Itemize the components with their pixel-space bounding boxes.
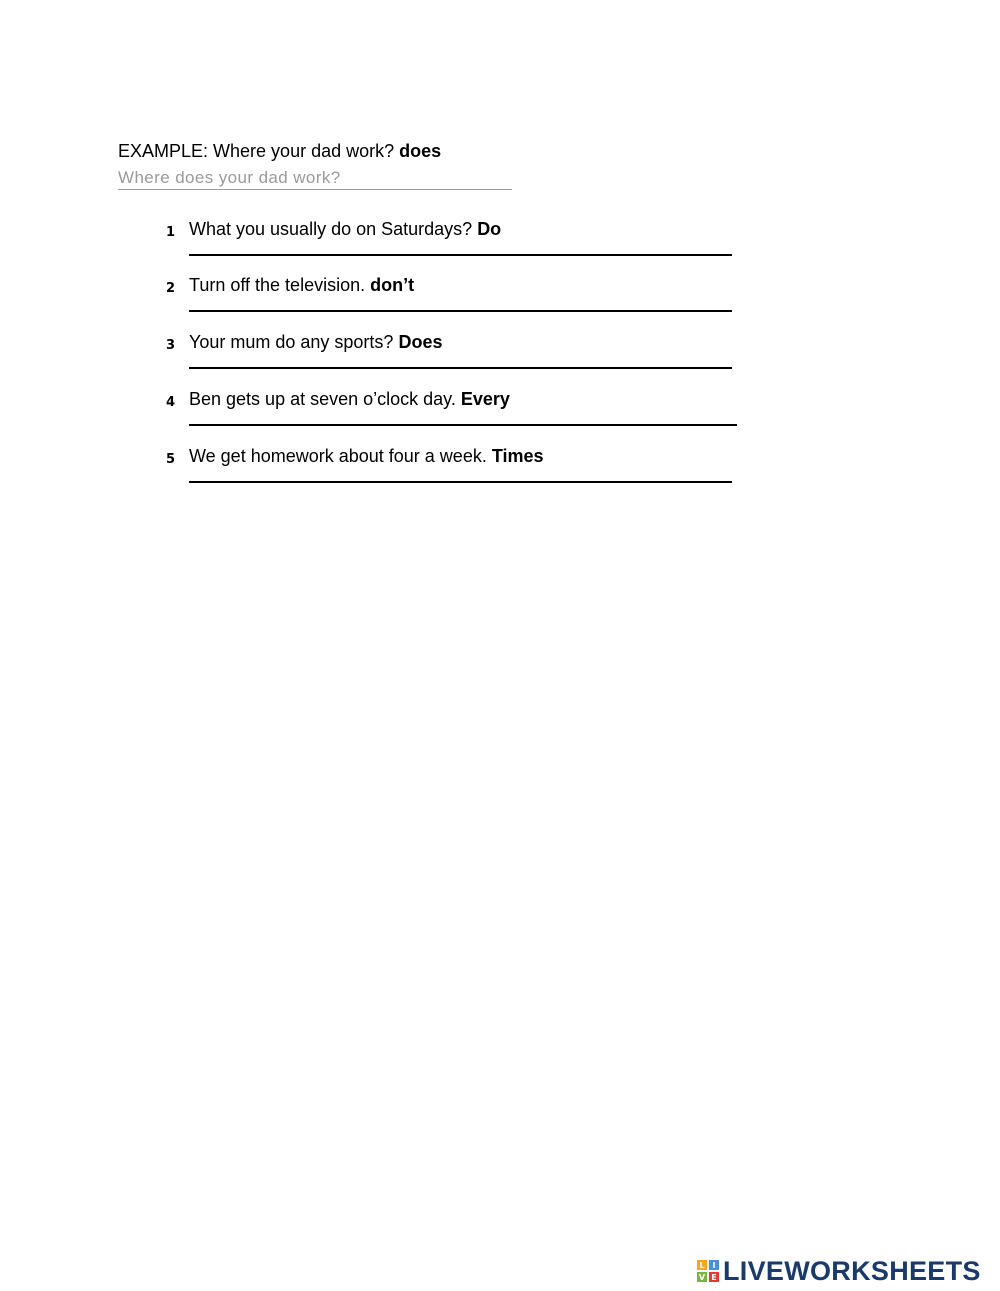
- item-keyword: Times: [491, 446, 544, 466]
- item-keyword: Do: [477, 219, 502, 239]
- exercise-item-2: [0, 275, 1000, 331]
- exercise-item-1: [0, 219, 1000, 275]
- answer-field[interactable]: [189, 424, 737, 426]
- item-number: 3: [166, 338, 176, 353]
- item-number: 4: [166, 395, 176, 410]
- item-prompt: [189, 275, 414, 296]
- answer-field[interactable]: [189, 481, 732, 483]
- item-prompt-text: We get homework about four a week.: [189, 446, 487, 466]
- item-prompt: [189, 389, 510, 410]
- exercise-item-3: [0, 332, 1000, 388]
- item-prompt-text: Your mum do any sports?: [189, 332, 394, 352]
- exercise-item-4: [0, 389, 1000, 445]
- answer-field[interactable]: [189, 310, 732, 312]
- item-prompt: [189, 219, 501, 240]
- logo-block: L: [697, 1260, 707, 1270]
- answer-field[interactable]: [189, 254, 732, 256]
- logo-blocks-icon: [697, 1260, 719, 1282]
- logo-text: LIVEWORKSHEETS: [723, 1255, 981, 1286]
- item-keyword: don’t: [370, 275, 415, 295]
- item-prompt: [189, 446, 544, 467]
- item-prompt-text: What you usually do on Saturdays?: [189, 219, 473, 239]
- item-number: 1: [166, 225, 176, 240]
- logo-block: I: [709, 1260, 719, 1270]
- exercise-item-5: [0, 446, 1000, 502]
- logo-block: E: [709, 1272, 719, 1282]
- liveworksheets-logo: [697, 1257, 981, 1285]
- item-prompt-text: Turn off the television.: [189, 275, 366, 295]
- example-prompt: [118, 141, 441, 162]
- answer-field[interactable]: [189, 367, 732, 369]
- item-prompt: [189, 332, 442, 353]
- example-keyword: does: [399, 141, 442, 161]
- item-keyword: Every: [460, 389, 510, 409]
- logo-block: V: [698, 1272, 706, 1282]
- example-prompt-text: EXAMPLE: Where your dad work?: [118, 141, 395, 161]
- item-number: 2: [166, 281, 176, 296]
- item-number: 5: [166, 452, 176, 467]
- item-keyword: Does: [398, 332, 443, 352]
- example-answer: Where does your dad work?: [118, 168, 512, 190]
- item-prompt-text: Ben gets up at seven o’clock day.: [189, 389, 456, 409]
